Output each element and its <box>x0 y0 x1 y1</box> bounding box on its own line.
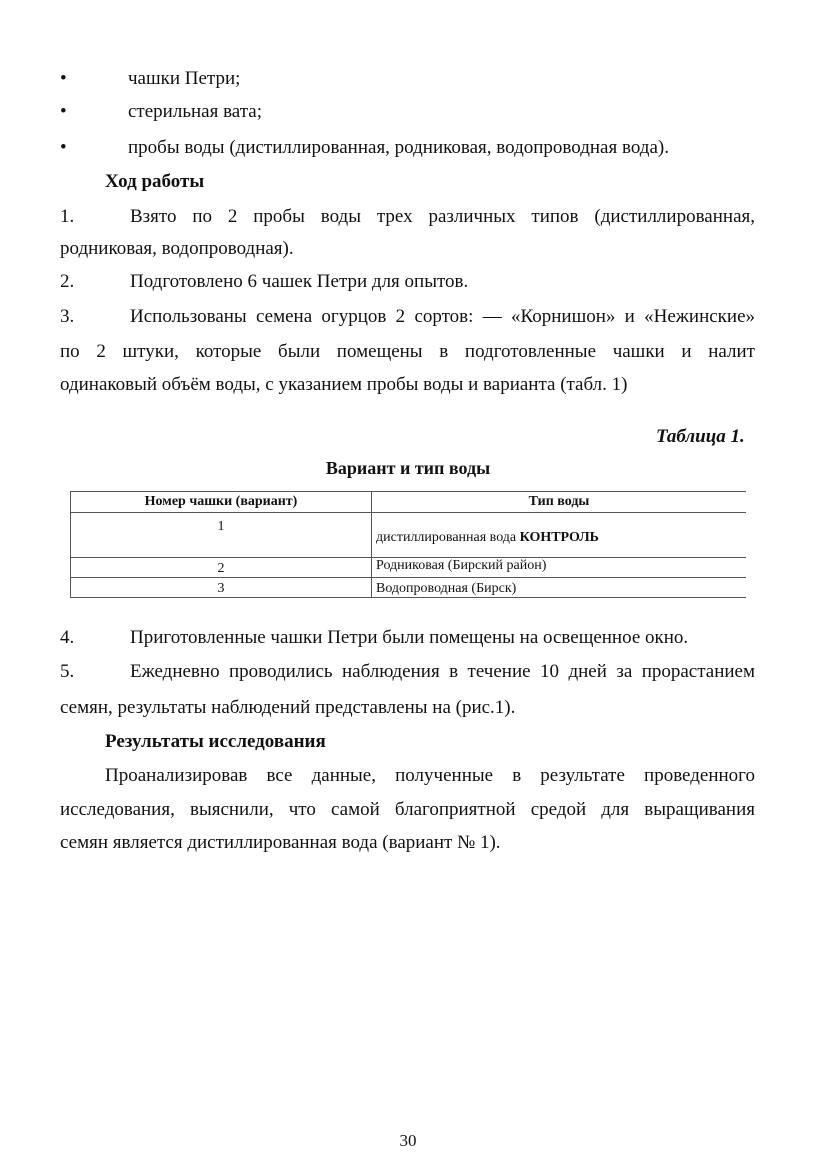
step-number: 5. <box>60 661 75 682</box>
step-number: 3. <box>60 306 75 327</box>
table-cell-variant: 3 <box>71 578 372 598</box>
step-number: 1. <box>60 206 75 227</box>
heading-work-progress: Ход работы <box>105 171 205 192</box>
step-2-line-1: Подготовлено 6 чашек Петри для опытов. <box>130 271 469 292</box>
table-cell-type: Родниковая (Бирский район) <box>372 558 747 578</box>
water-type-table <box>70 491 746 598</box>
bullet-marker: • <box>60 137 67 158</box>
bullet-item-petri-dishes: чашки Петри; <box>128 68 241 89</box>
bullet-item-sterile-cotton: стерильная вата; <box>128 101 262 122</box>
step-1-line-2: родниковая, водопроводная). <box>60 238 294 259</box>
bullet-marker: • <box>60 68 67 89</box>
table-row <box>71 513 747 558</box>
table-header-cell: Тип воды <box>372 492 747 513</box>
table-label: Таблица 1. <box>656 426 745 447</box>
results-line-1: Проанализировав все данные, полученные в результате проведенного <box>105 765 755 786</box>
table-header-row <box>71 492 747 513</box>
step-5-line-1: Ежедневно проводились наблюдения в течение 10 дней за прорастанием <box>130 661 755 682</box>
bullet-item-water-samples: пробы воды (дистиллированная, родниковая, водопроводная вода). <box>128 137 669 158</box>
step-3-line-2: по 2 штуки, которые были помещены в подготовленные чашки и налит <box>60 341 755 362</box>
step-3-line-3: одинаковый объём воды, с указанием пробы воды и варианта (табл. 1) <box>60 374 628 395</box>
bullet-marker: • <box>60 101 67 122</box>
results-line-2: исследования, выяснили, что самой благоприятной средой для выращивания <box>60 799 755 820</box>
table-row <box>71 578 747 598</box>
step-1-line-1: Взято по 2 пробы воды трех различных типов (дистиллированная, <box>130 206 755 227</box>
table-header-cell: Номер чашки (вариант) <box>71 492 372 513</box>
step-3-line-1: Использованы семена огурцов 2 сортов: — «Корнишон» и «Нежинские» <box>130 306 755 327</box>
table-cell-type-bold: КОНТРОЛЬ <box>519 530 599 545</box>
results-line-3: семян является дистиллированная вода (вариант № 1). <box>60 832 501 853</box>
table-row <box>71 558 747 578</box>
table-cell-variant: 2 <box>71 558 372 578</box>
table-cell-type <box>372 513 747 558</box>
step-number: 4. <box>60 627 75 648</box>
table-cell-variant: 1 <box>71 513 372 558</box>
step-5-line-2: семян, результаты наблюдений представлены на (рис.1). <box>60 697 516 718</box>
page-number: 30 <box>399 1131 417 1150</box>
step-4-line-1: Приготовленные чашки Петри были помещены на освещенное окно. <box>130 627 689 648</box>
table-cell-type: Водопроводная (Бирск) <box>372 578 747 598</box>
step-number: 2. <box>60 271 75 292</box>
table-title: Вариант и тип воды <box>325 458 491 478</box>
table-cell-type-text: дистиллированная вода <box>376 530 517 545</box>
heading-results: Результаты исследования <box>105 731 326 752</box>
